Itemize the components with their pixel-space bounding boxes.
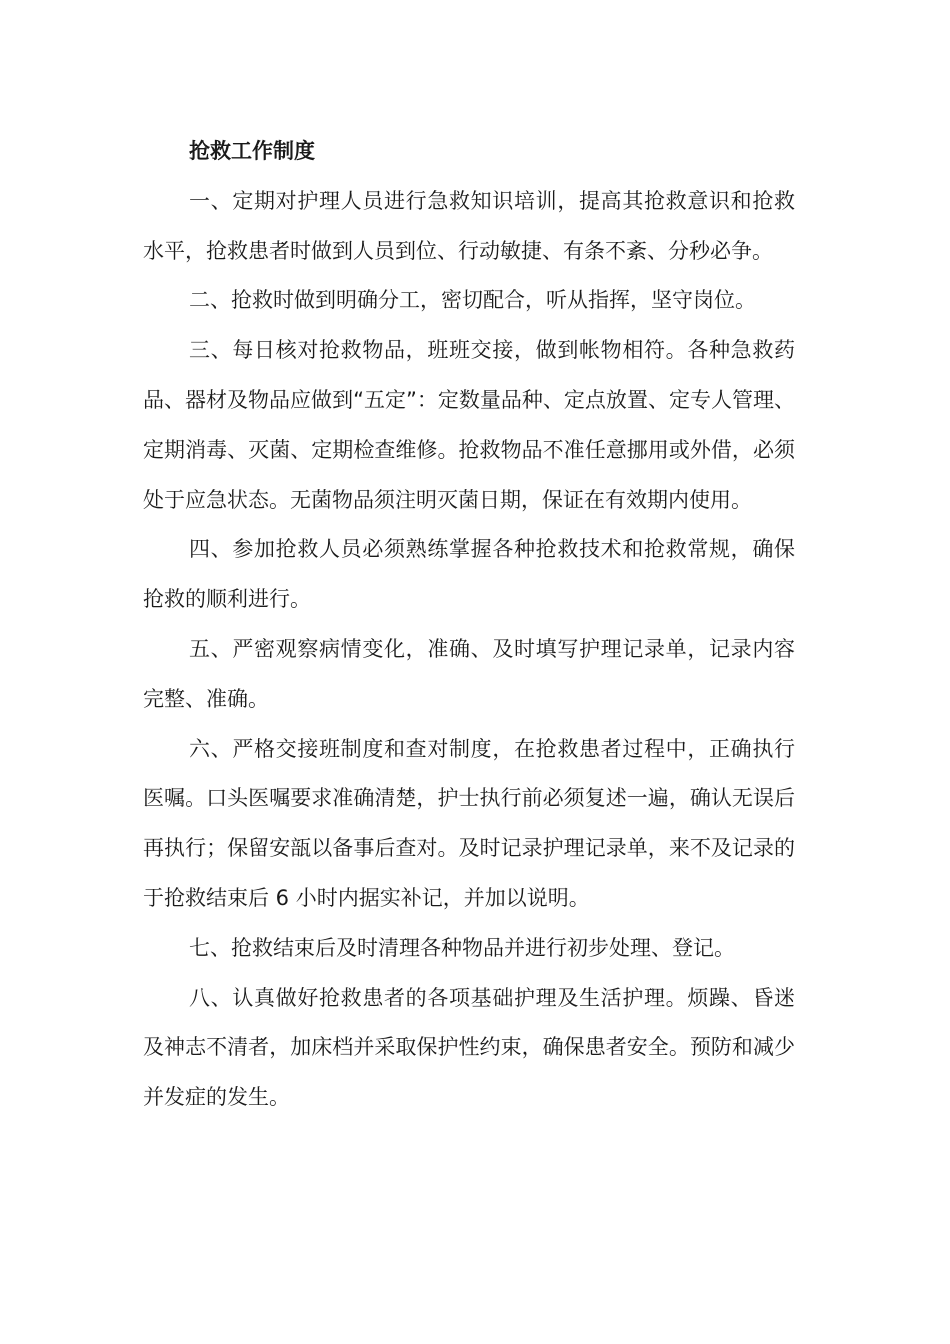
paragraph-2: 二、抢救时做到明确分工，密切配合，听从指挥，坚守岗位。 — [189, 288, 756, 313]
paragraph-6: 六、严格交接班制度和查对制度，在抢救患者过程中，正确执行医嘱。口头医嘱要求准确清楚，护士执行前必须复述一遍，确认无误后再执行；保留安瓿以备事后查对。及时记录护理记录单，来不及记录的于抢救结束后 6 小时内据实补记，并加以说明。 — [143, 736, 795, 910]
paragraph-3: 三、每日核对抢救物品，班班交接，做到帐物相符。各种急救药品、器材及物品应做到“五定”：定数量品种、定点放置、定专人管理、定期消毒、灭菌、定期检查维修。抢救物品不准任意挪用或外借，必须处于应急状态。无菌物品须注明灭菌日期，保证在有效期内使用。 — [143, 338, 795, 512]
paragraph-8: 八、认真做好抢救患者的各项基础护理及生活护理。烦躁、昏迷及神志不清者，加床档并采取保护性约束，确保患者安全。预防和减少并发症的发生。 — [143, 985, 795, 1110]
document-body — [143, 127, 795, 1123]
paragraph-4: 四、参加抢救人员必须熟练掌握各种抢救技术和抢救常规，确保抢救的顺利进行。 — [143, 537, 795, 612]
paragraph-7: 七、抢救结束后及时清理各种物品并进行初步处理、登记。 — [189, 935, 735, 960]
paragraph-5: 五、严密观察病情变化，准确、及时填写护理记录单，记录内容完整、准确。 — [143, 636, 795, 711]
paragraph-1: 一、定期对护理人员进行急救知识培训，提高其抢救意识和抢救水平，抢救患者时做到人员到位、行动敏捷、有条不紊、分秒必争。 — [143, 188, 795, 263]
document-title: 抢救工作制度 — [189, 139, 315, 163]
